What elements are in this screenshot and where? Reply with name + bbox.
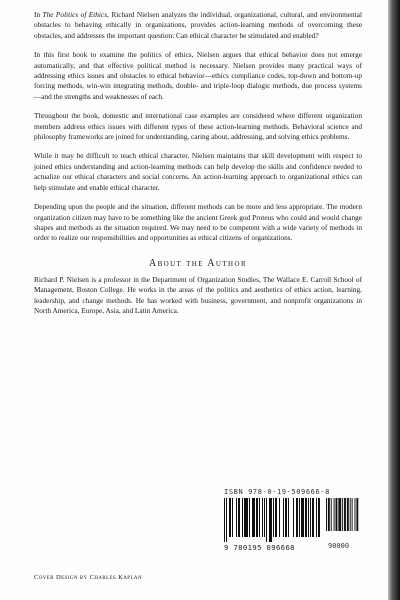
barcode-digits: 9 780195 096668 (224, 543, 295, 552)
barcode-addon-digits: 90000 (328, 542, 350, 550)
description-paragraph-3: Throughout the book, domestic and international case examples are considered where different organization members address ethics issues with different types of these action-learning methods. Behavioral science and philosophy frameworks are joined for understanding, caring about, addressing, and solving ethics problems. (34, 111, 362, 142)
intro-rest: , Richard Nielsen analyzes the individual, organizational, cultural, and environmental obstacles to behaving ethically in organizations, provides action-learning methods of overcoming these obstacles, and addresses the important question: Can ethical character be stimulated and enabled? (34, 10, 362, 40)
description-paragraph-5: Depending upon the people and the situation, different methods can be more and less appropriate. The modern organization citizen may have to be something like the ancient Greek god Proteus who could and would change shapes and methods as the situation required. We may need to be competent with a wide variety of methods in order to realize our responsibilities and opportunities as ethical citizens of organizations. (34, 202, 362, 243)
about-author-text: Richard P. Nielsen is a professor in the Department of Organization Studies, The Wallace E. Carroll School of Management, Boston College. He works in the areas of the politics and aesthetics of ethics action, learning, leadership, and change methods. He has worked with business, government, and nonprofit organizations in North America, Europe, Asia, and Latin America. (34, 274, 362, 315)
description-paragraph-2: In this first book to examine the politics of ethics, Nielsen argues that ethical behavior does not emerge automatically, and that effective political method is necessary. Nielsen provides many practical ways of addressing ethics issues and obstacles to ethical behavior—ethics compliance codes, top-down and bottom-up forcing methods, win-win integrating methods, double- and triple-loop dialogic methods, due process systems—and the strengths and weaknesses of each. (34, 50, 362, 101)
book-title-italic: The Politics of Ethics (42, 10, 108, 19)
isbn-barcode-block (224, 488, 364, 550)
description-paragraph-1 (34, 10, 362, 41)
addon-barcode (326, 498, 360, 536)
description-paragraph-4: While it may be difficult to teach ethical character, Nielsen maintains that skill development with respect to joined ethics understanding and action-learning methods can help develop the skills and confidence needed to actualize our ethical characters and social concerns. An action-learning approach to organizational ethics can help stimulate and enable ethical character. (34, 151, 362, 192)
isbn-label: ISBN 978-0-19-509666-8 (224, 488, 330, 496)
cover-text (34, 10, 362, 325)
spine-shadow (388, 0, 400, 600)
cover-design-credit: Cover Design by Charles Kaplan (34, 574, 142, 581)
intro-lead: In (34, 10, 43, 19)
ean-barcode (224, 498, 320, 542)
about-author-heading: About the Author (148, 257, 248, 269)
barcode-row (224, 498, 364, 542)
